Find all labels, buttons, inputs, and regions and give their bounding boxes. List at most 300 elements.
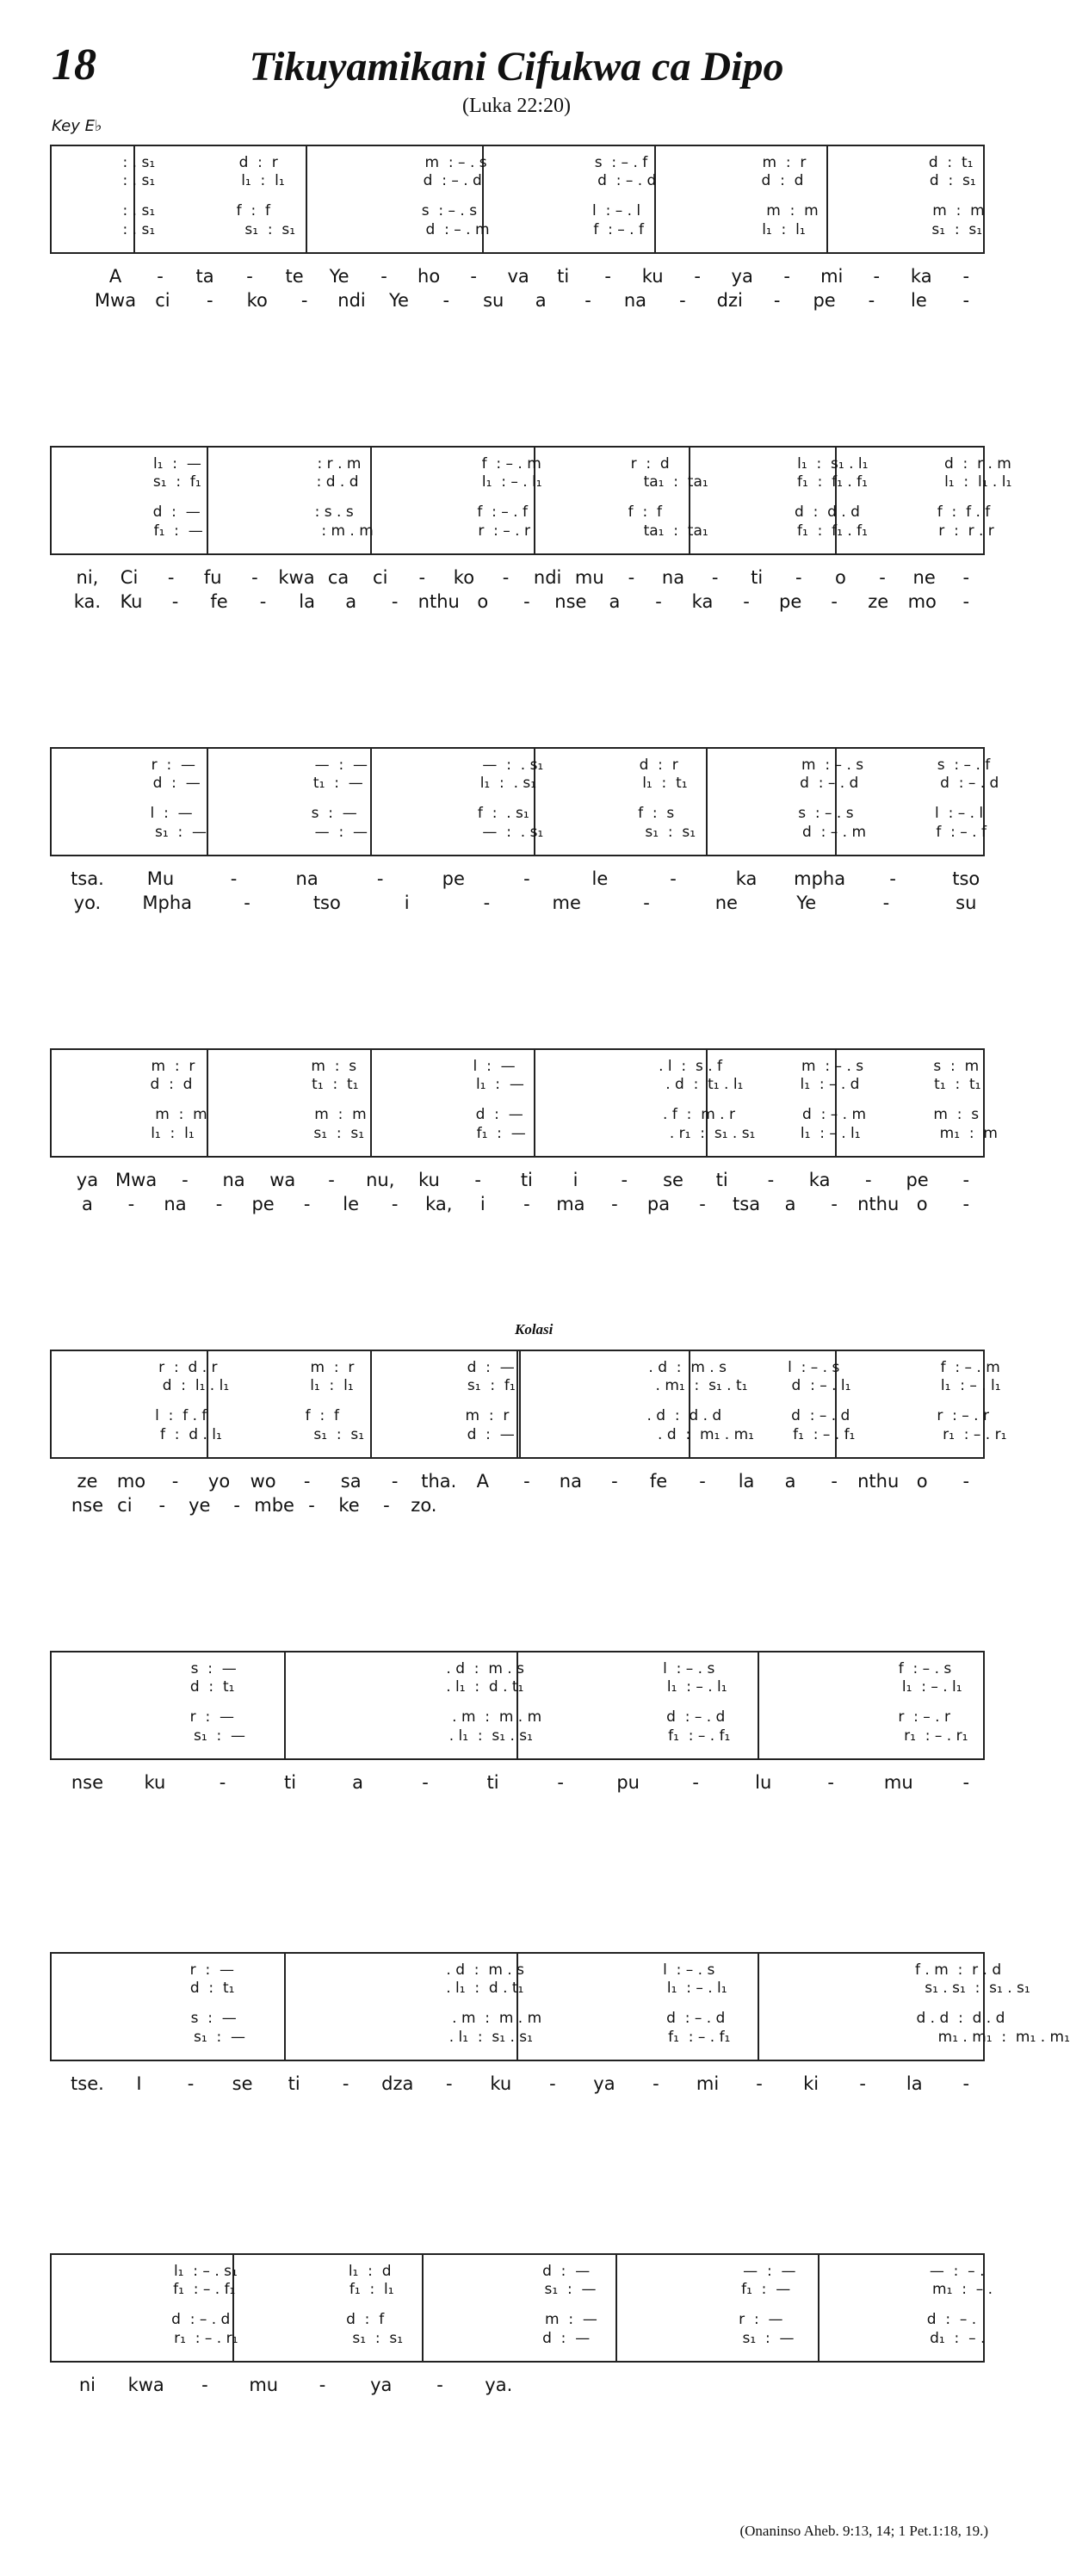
solfa-text: m : – . s: [801, 1058, 864, 1075]
solfa-text: d : t₁: [928, 154, 974, 171]
solfa-text: s₁ : —: [194, 2029, 246, 2046]
lyric-syllable: ka,: [425, 1194, 453, 1214]
lyric-syllable: na: [222, 1170, 245, 1190]
lyric-syllable: ti: [751, 567, 764, 588]
syllable-hyphen: -: [422, 1772, 429, 1793]
syllable-hyphen: -: [679, 290, 686, 311]
lyric-syllable: A: [476, 1471, 489, 1492]
syllable-hyphen: -: [383, 1495, 390, 1516]
syllable-hyphen: -: [879, 567, 886, 588]
lyric-syllable: me: [552, 893, 581, 913]
solfa-text: f : f: [236, 202, 270, 219]
lyric-syllable: na: [661, 567, 685, 588]
syllable-hyphen: -: [523, 591, 530, 612]
lyric-syllable: nse: [71, 1772, 104, 1793]
lyric-syllable: ku: [418, 1170, 440, 1190]
lyric-syllable: ya: [593, 2073, 615, 2094]
lyric-syllable: la: [299, 591, 315, 612]
syllable-hyphen: -: [831, 1194, 838, 1214]
lyric-syllable: dza: [381, 2073, 414, 2094]
solfa-text: . d : m . s: [643, 1359, 727, 1376]
lyric-syllable: ka: [808, 1170, 831, 1190]
lyric-syllable: yo.: [73, 893, 102, 913]
solfa-text: . l₁ : d . t₁: [441, 1678, 524, 1696]
solfa-text: d : r . m: [943, 455, 1011, 473]
lyric-syllable: zo.: [411, 1495, 437, 1516]
bar-line: [654, 146, 656, 252]
solfa-text: d : – . d: [597, 172, 657, 189]
lyric-syllable: mo: [116, 1471, 146, 1492]
chorus-label: Kolasi: [515, 1321, 554, 1337]
lyric-syllable: ya: [76, 1170, 99, 1190]
solfa-text: ta₁ : ta₁: [643, 522, 708, 540]
solfa-text: . m : m . m: [447, 1708, 542, 1726]
lyric-syllable: yo: [207, 1471, 231, 1492]
syllable-hyphen: -: [319, 2375, 326, 2395]
solfa-text: — : . s₁: [482, 757, 544, 774]
lyric-syllable: pa: [646, 1194, 671, 1214]
syllable-hyphen: -: [699, 1471, 706, 1492]
lyric-syllable: o: [835, 567, 846, 588]
bar-line: [758, 1652, 759, 1758]
syllable-hyphen: -: [655, 591, 662, 612]
solfa-text: d : – . d: [423, 172, 482, 189]
staff: [50, 446, 1012, 555]
solfa-text: l₁ : . s₁: [479, 775, 537, 792]
lyric-syllable: ti: [715, 1170, 728, 1190]
solfa-text: l₁ : – . s₁: [173, 2263, 238, 2280]
solfa-text: f : – . m: [940, 1359, 1000, 1376]
solfa-text: d₁ : – .: [930, 2330, 986, 2347]
syllable-hyphen: -: [873, 266, 881, 287]
lyric-syllable: ki: [803, 2073, 820, 2094]
lyric-syllable: ko: [246, 290, 268, 311]
solfa-text: l₁ : t₁: [642, 775, 688, 792]
solfa-text: m : s: [933, 1106, 980, 1123]
solfa-text: r : d: [630, 455, 670, 473]
lyric-syllable: mpha: [794, 868, 846, 889]
solfa-text: l₁ : – . l₁: [666, 1980, 727, 1997]
solfa-text: f₁ : —: [476, 1125, 526, 1142]
syllable-hyphen: -: [158, 1495, 166, 1516]
solfa-text: l : —: [473, 1058, 516, 1075]
solfa-text: f : d . l₁: [159, 1426, 222, 1443]
solfa-text: l₁ : – . l₁: [800, 1125, 861, 1142]
solfa-text: d : – . d: [666, 1708, 726, 1726]
bar-line: [306, 146, 307, 252]
solfa-text: s₁ : —: [742, 2330, 795, 2347]
solfa-text: r : d . r: [158, 1359, 218, 1376]
lyric-syllable: ni: [78, 2375, 96, 2395]
solfa-text: d : r: [238, 154, 278, 171]
lyric-syllable: ti: [486, 1772, 499, 1793]
solfa-text: l : – . s: [788, 1359, 840, 1376]
lyric-syllable: i: [479, 1194, 486, 1214]
bar-line: [422, 2255, 424, 2361]
solfa-text: f : – . f: [593, 221, 644, 238]
music-system-3: [50, 747, 999, 913]
lyric-syllable: na: [623, 290, 647, 311]
syllable-hyphen: -: [182, 1170, 189, 1190]
bar-line: [534, 1050, 535, 1156]
music-system-7: [50, 1952, 1070, 2116]
lyric-syllable: pe: [442, 868, 465, 889]
solfa-text: s₁ : s₁: [313, 1426, 365, 1443]
syllable-hyphen: -: [207, 290, 213, 311]
solfa-text: f₁ : —: [153, 522, 203, 540]
solfa-text: l₁ : s₁ . l₁: [797, 455, 869, 473]
solfa-text: d : – . m: [802, 1106, 867, 1123]
solfa-text: l₁ : d: [348, 2263, 392, 2280]
lyric-syllable: ze: [77, 1471, 98, 1492]
music-system-6: [50, 1651, 985, 1815]
solfa-text: s₁ : s₁: [352, 2330, 404, 2347]
lyric-syllable: mu: [574, 567, 604, 588]
lyric-syllable: pe: [251, 1194, 275, 1214]
lyric-syllable: ti: [288, 2073, 300, 2094]
solfa-text: l : – . l: [592, 202, 641, 219]
lyric-syllable: nse: [71, 1495, 104, 1516]
lyric-syllable: pe: [813, 290, 836, 311]
staff: [50, 1048, 998, 1158]
lyric-syllable: a: [352, 1772, 363, 1793]
solfa-text: l : – . s: [663, 1660, 715, 1677]
solfa-text: l₁ : l₁: [151, 1125, 195, 1142]
syllable-hyphen: -: [584, 290, 591, 311]
lyric-syllable: ka: [691, 591, 714, 612]
syllable-hyphen: -: [391, 591, 399, 612]
syllable-hyphen: -: [303, 1194, 311, 1214]
solfa-text: : . s₁: [113, 202, 156, 219]
lyric-syllable: o: [916, 1194, 928, 1214]
syllable-hyphen: -: [962, 266, 970, 287]
solfa-text: : . s₁: [113, 154, 156, 171]
solfa-text: m : m: [314, 1106, 367, 1123]
solfa-text: d : r: [639, 757, 678, 774]
solfa-text: l₁ : – . l₁: [901, 1678, 962, 1696]
lyric-syllable: tse.: [71, 2073, 104, 2094]
syllable-hyphen: -: [445, 2073, 453, 2094]
lyric-syllable: na: [295, 868, 319, 889]
solfa-text: . f : m . r: [658, 1106, 735, 1123]
lyric-syllable: a: [535, 290, 547, 311]
bar-line: [818, 2255, 820, 2361]
solfa-text: d : d . d: [794, 503, 860, 521]
lyric-syllable: mu: [249, 2375, 279, 2395]
solfa-text: r : – . r: [478, 522, 530, 540]
syllable-hyphen: -: [523, 1471, 530, 1492]
lyric-syllable: ka: [735, 868, 758, 889]
solfa-text: s : —: [190, 2010, 237, 2027]
syllable-hyphen: -: [391, 1194, 399, 1214]
solfa-text: l : —: [150, 805, 193, 822]
solfa-text: m : r: [465, 1407, 510, 1424]
solfa-text: f₁ : l₁: [349, 2281, 394, 2298]
music-system-2: [50, 446, 1012, 612]
solfa-text: s₁ . s₁ : s₁ . s₁: [925, 1980, 1030, 1997]
lyric-syllable: ko: [453, 567, 475, 588]
solfa-text: f : f: [628, 503, 662, 521]
syllable-hyphen: -: [259, 591, 267, 612]
solfa-text: r₁ : – . r₁: [904, 1727, 968, 1745]
solfa-text: f₁ : – . f₁: [668, 1727, 731, 1745]
solfa-text: : r . m: [312, 455, 362, 473]
solfa-text: d : – .: [926, 2311, 977, 2328]
lyric-syllable: ne: [912, 567, 936, 588]
lyric-syllable: su: [956, 893, 977, 913]
solfa-text: d : – . d: [791, 1407, 850, 1424]
lyric-syllable: ya: [731, 266, 753, 287]
solfa-text: t₁ : —: [312, 775, 363, 792]
syllable-hyphen: -: [303, 1471, 311, 1492]
syllable-hyphen: -: [474, 1170, 481, 1190]
syllable-hyphen: -: [699, 1194, 706, 1214]
solfa-text: r₁ : – . r₁: [943, 1426, 1007, 1443]
lyric-syllable: Ye: [329, 266, 349, 287]
music-system-1: [50, 145, 985, 309]
lyric-syllable: mi: [696, 2073, 720, 2094]
staff: [50, 1350, 1007, 1459]
scripture-reference: (Luka 22:20): [462, 95, 571, 117]
lyric-syllable: Ye: [796, 893, 817, 913]
bar-line: [516, 1351, 521, 1457]
solfa-text: f₁ : f₁ . f₁: [796, 473, 868, 491]
solfa-text: d : – . d: [800, 775, 859, 792]
lyric-syllable: tso: [312, 893, 341, 913]
solfa-text: s : – . s: [421, 202, 478, 219]
solfa-text: . d : m . s: [441, 1961, 524, 1979]
solfa-text: l₁ : – . l₁: [481, 473, 542, 491]
lyric-syllable: ya.: [485, 2375, 513, 2395]
solfa-text: t₁ : t₁: [934, 1076, 981, 1093]
solfa-text: m : – . s: [424, 154, 487, 171]
solfa-text: f₁ : f₁ . f₁: [796, 522, 868, 540]
lyric-syllable: mbe: [254, 1495, 294, 1516]
syllable-hyphen: -: [889, 868, 896, 889]
solfa-text: m : —: [544, 2311, 597, 2328]
lyric-syllable: dzi: [716, 290, 743, 311]
syllable-hyphen: -: [244, 893, 250, 913]
solfa-text: d : – . l₁: [791, 1377, 851, 1394]
solfa-text: ta₁ : ta₁: [643, 473, 708, 491]
lyric-syllable: nthu: [417, 591, 460, 612]
solfa-text: m : s: [311, 1058, 357, 1075]
syllable-hyphen: -: [201, 2375, 208, 2395]
solfa-text: . m : m . m: [447, 2010, 542, 2027]
solfa-text: r₁ : – . r₁: [174, 2330, 238, 2347]
solfa-text: . r₁ : s₁ . s₁: [665, 1125, 756, 1142]
syllable-hyphen: -: [767, 1170, 775, 1190]
syllable-hyphen: -: [962, 290, 970, 311]
solfa-text: l₁ : —: [152, 455, 201, 473]
syllable-hyphen: -: [171, 591, 179, 612]
solfa-text: : m . m: [316, 522, 374, 540]
lyrics-block: [50, 856, 985, 911]
lyric-syllable: i: [572, 1170, 578, 1190]
syllable-hyphen: -: [611, 1471, 618, 1492]
bar-line: [706, 749, 708, 855]
syllable-hyphen: -: [621, 1170, 628, 1190]
syllable-hyphen: -: [300, 290, 308, 311]
lyric-syllable: pe: [906, 1170, 929, 1190]
solfa-text: s : —: [190, 1660, 237, 1677]
lyric-syllable: nthu: [857, 1471, 900, 1492]
syllable-hyphen: -: [962, 2073, 970, 2094]
lyric-syllable: ka.: [73, 591, 102, 612]
syllable-hyphen: -: [308, 1495, 315, 1516]
solfa-text: — : – .: [929, 2263, 985, 2280]
solfa-text: . l₁ : s₁ . s₁: [444, 1727, 533, 1745]
solfa-text: f : f . f: [937, 503, 991, 521]
lyric-syllable: a: [784, 1471, 796, 1492]
lyric-syllable: ku: [490, 2073, 512, 2094]
hymn-number: 18: [52, 40, 96, 90]
lyric-syllable: fu: [203, 567, 222, 588]
solfa-text: . d : d . d: [642, 1407, 722, 1424]
syllable-hyphen: -: [962, 1194, 970, 1214]
lyric-syllable: Ku: [120, 591, 143, 612]
lyric-syllable: a: [784, 1194, 796, 1214]
lyric-syllable: ye: [189, 1495, 211, 1516]
lyric-syllable: ci: [373, 567, 388, 588]
solfa-text: l₁ : l₁: [241, 172, 285, 189]
syllable-hyphen: -: [436, 2375, 443, 2395]
syllable-hyphen: -: [251, 567, 258, 588]
solfa-text: l₁ : – . l₁: [666, 1678, 727, 1696]
lyric-syllable: ti: [557, 266, 570, 287]
solfa-text: d : —: [542, 2263, 591, 2280]
solfa-text: l₁ : – . d: [800, 1076, 860, 1093]
key-signature: Key E♭: [52, 117, 102, 135]
staff: [50, 145, 985, 254]
lyric-syllable: lu: [755, 1772, 772, 1793]
lyrics-block: [50, 1459, 985, 1514]
solfa-text: : . s₁: [113, 221, 156, 238]
solfa-text: f : – . m: [481, 455, 541, 473]
solfa-text: s : – . s: [798, 805, 854, 822]
solfa-text: : s . s: [310, 503, 354, 521]
lyric-syllable: fe: [649, 1471, 668, 1492]
syllable-hyphen: -: [643, 893, 650, 913]
solfa-text: d : d: [150, 1076, 193, 1093]
lyric-syllable: tsa.: [71, 868, 104, 889]
bar-line: [826, 146, 828, 252]
lyric-syllable: va: [507, 266, 529, 287]
syllable-hyphen: -: [523, 868, 530, 889]
music-system-4: [50, 1048, 998, 1214]
lyric-syllable: Mu: [146, 868, 175, 889]
solfa-text: d : t₁: [189, 1980, 235, 1997]
solfa-text: — : —: [743, 2263, 796, 2280]
syllable-hyphen: -: [962, 591, 970, 612]
lyrics-block: [50, 2061, 985, 2116]
solfa-text: d : – . m: [425, 221, 490, 238]
lyric-syllable: Ci: [120, 567, 139, 588]
bar-line: [284, 1954, 286, 2060]
lyric-syllable: ze: [868, 591, 889, 612]
solfa-text: f : – . f: [936, 824, 987, 841]
solfa-text: m₁ : m: [939, 1125, 998, 1142]
syllable-hyphen: -: [376, 868, 384, 889]
lyric-syllable: sa: [340, 1471, 362, 1492]
lyric-syllable: su: [483, 290, 504, 311]
lyric-syllable: le: [343, 1194, 360, 1214]
solfa-text: f : s: [638, 805, 675, 822]
lyric-syllable: wo: [250, 1471, 276, 1492]
lyric-syllable: na: [559, 1471, 582, 1492]
solfa-text: s₁ : f₁: [152, 473, 201, 491]
lyric-syllable: nthu: [857, 1194, 900, 1214]
solfa-text: r : —: [739, 2311, 783, 2328]
solfa-text: d : d: [761, 172, 804, 189]
syllable-hyphen: -: [604, 266, 611, 287]
syllable-hyphen: -: [502, 567, 510, 588]
solfa-text: f : . s₁: [477, 805, 529, 822]
solfa-text: l : f . f: [155, 1407, 207, 1424]
syllable-hyphen: -: [882, 893, 890, 913]
syllable-hyphen: -: [442, 290, 450, 311]
lyric-syllable: ne: [714, 893, 738, 913]
solfa-text: : d . d: [312, 473, 359, 491]
staff: [50, 2253, 993, 2363]
music-system-5: [50, 1350, 1007, 1516]
solfa-text: s₁ : s₁: [645, 824, 696, 841]
syllable-hyphen: -: [215, 1194, 223, 1214]
lyric-syllable: ci: [155, 290, 170, 311]
solfa-text: d : f: [346, 2311, 385, 2328]
lyrics-block: [50, 254, 985, 309]
solfa-text: m : m: [932, 202, 985, 219]
solfa-text: . m₁ : s₁ . t₁: [651, 1377, 748, 1394]
syllable-hyphen: -: [831, 591, 838, 612]
solfa-text: l₁ : l₁ . l₁: [944, 473, 1012, 491]
syllable-hyphen: -: [962, 1471, 970, 1492]
lyric-syllable: I: [136, 2073, 142, 2094]
solfa-text: . l : s . f: [653, 1058, 723, 1075]
music-system-8: [50, 2253, 993, 2418]
syllable-hyphen: -: [470, 266, 477, 287]
lyric-syllable: a: [345, 591, 357, 612]
solfa-text: f₁ : – . f₁: [668, 2029, 731, 2046]
staff: [50, 1952, 1070, 2061]
lyric-syllable: Mwa: [115, 1170, 158, 1190]
solfa-text: l : – . l: [935, 805, 984, 822]
syllable-hyphen: -: [711, 567, 719, 588]
solfa-text: — : —: [314, 757, 368, 774]
lyric-syllable: ku: [641, 266, 664, 287]
solfa-text: f₁ : – . f₁: [793, 1426, 856, 1443]
lyric-syllable: ke: [338, 1495, 360, 1516]
solfa-text: d : s₁: [929, 172, 976, 189]
lyric-syllable: ho: [417, 266, 441, 287]
syllable-hyphen: -: [831, 1471, 838, 1492]
solfa-text: f₁ : —: [741, 2281, 791, 2298]
solfa-text: — : —: [314, 824, 368, 841]
lyric-syllable: kwa: [278, 567, 315, 588]
solfa-text: d : t₁: [189, 1678, 235, 1696]
syllable-hyphen: -: [859, 2073, 866, 2094]
solfa-text: . l₁ : s₁ . s₁: [444, 2029, 533, 2046]
hymn-title: Tikuyamikani Cifukwa ca Dipo: [249, 44, 784, 90]
solfa-text: s₁ : s₁: [931, 221, 983, 238]
solfa-text: l₁ : l₁: [762, 221, 806, 238]
solfa-text: s₁ : s₁: [313, 1125, 365, 1142]
lyric-syllable: kwa: [127, 2375, 164, 2395]
solfa-text: d : l₁ . l₁: [162, 1377, 230, 1394]
lyric-syllable: Ye: [388, 290, 409, 311]
syllable-hyphen: -: [670, 868, 677, 889]
syllable-hyphen: -: [549, 2073, 556, 2094]
